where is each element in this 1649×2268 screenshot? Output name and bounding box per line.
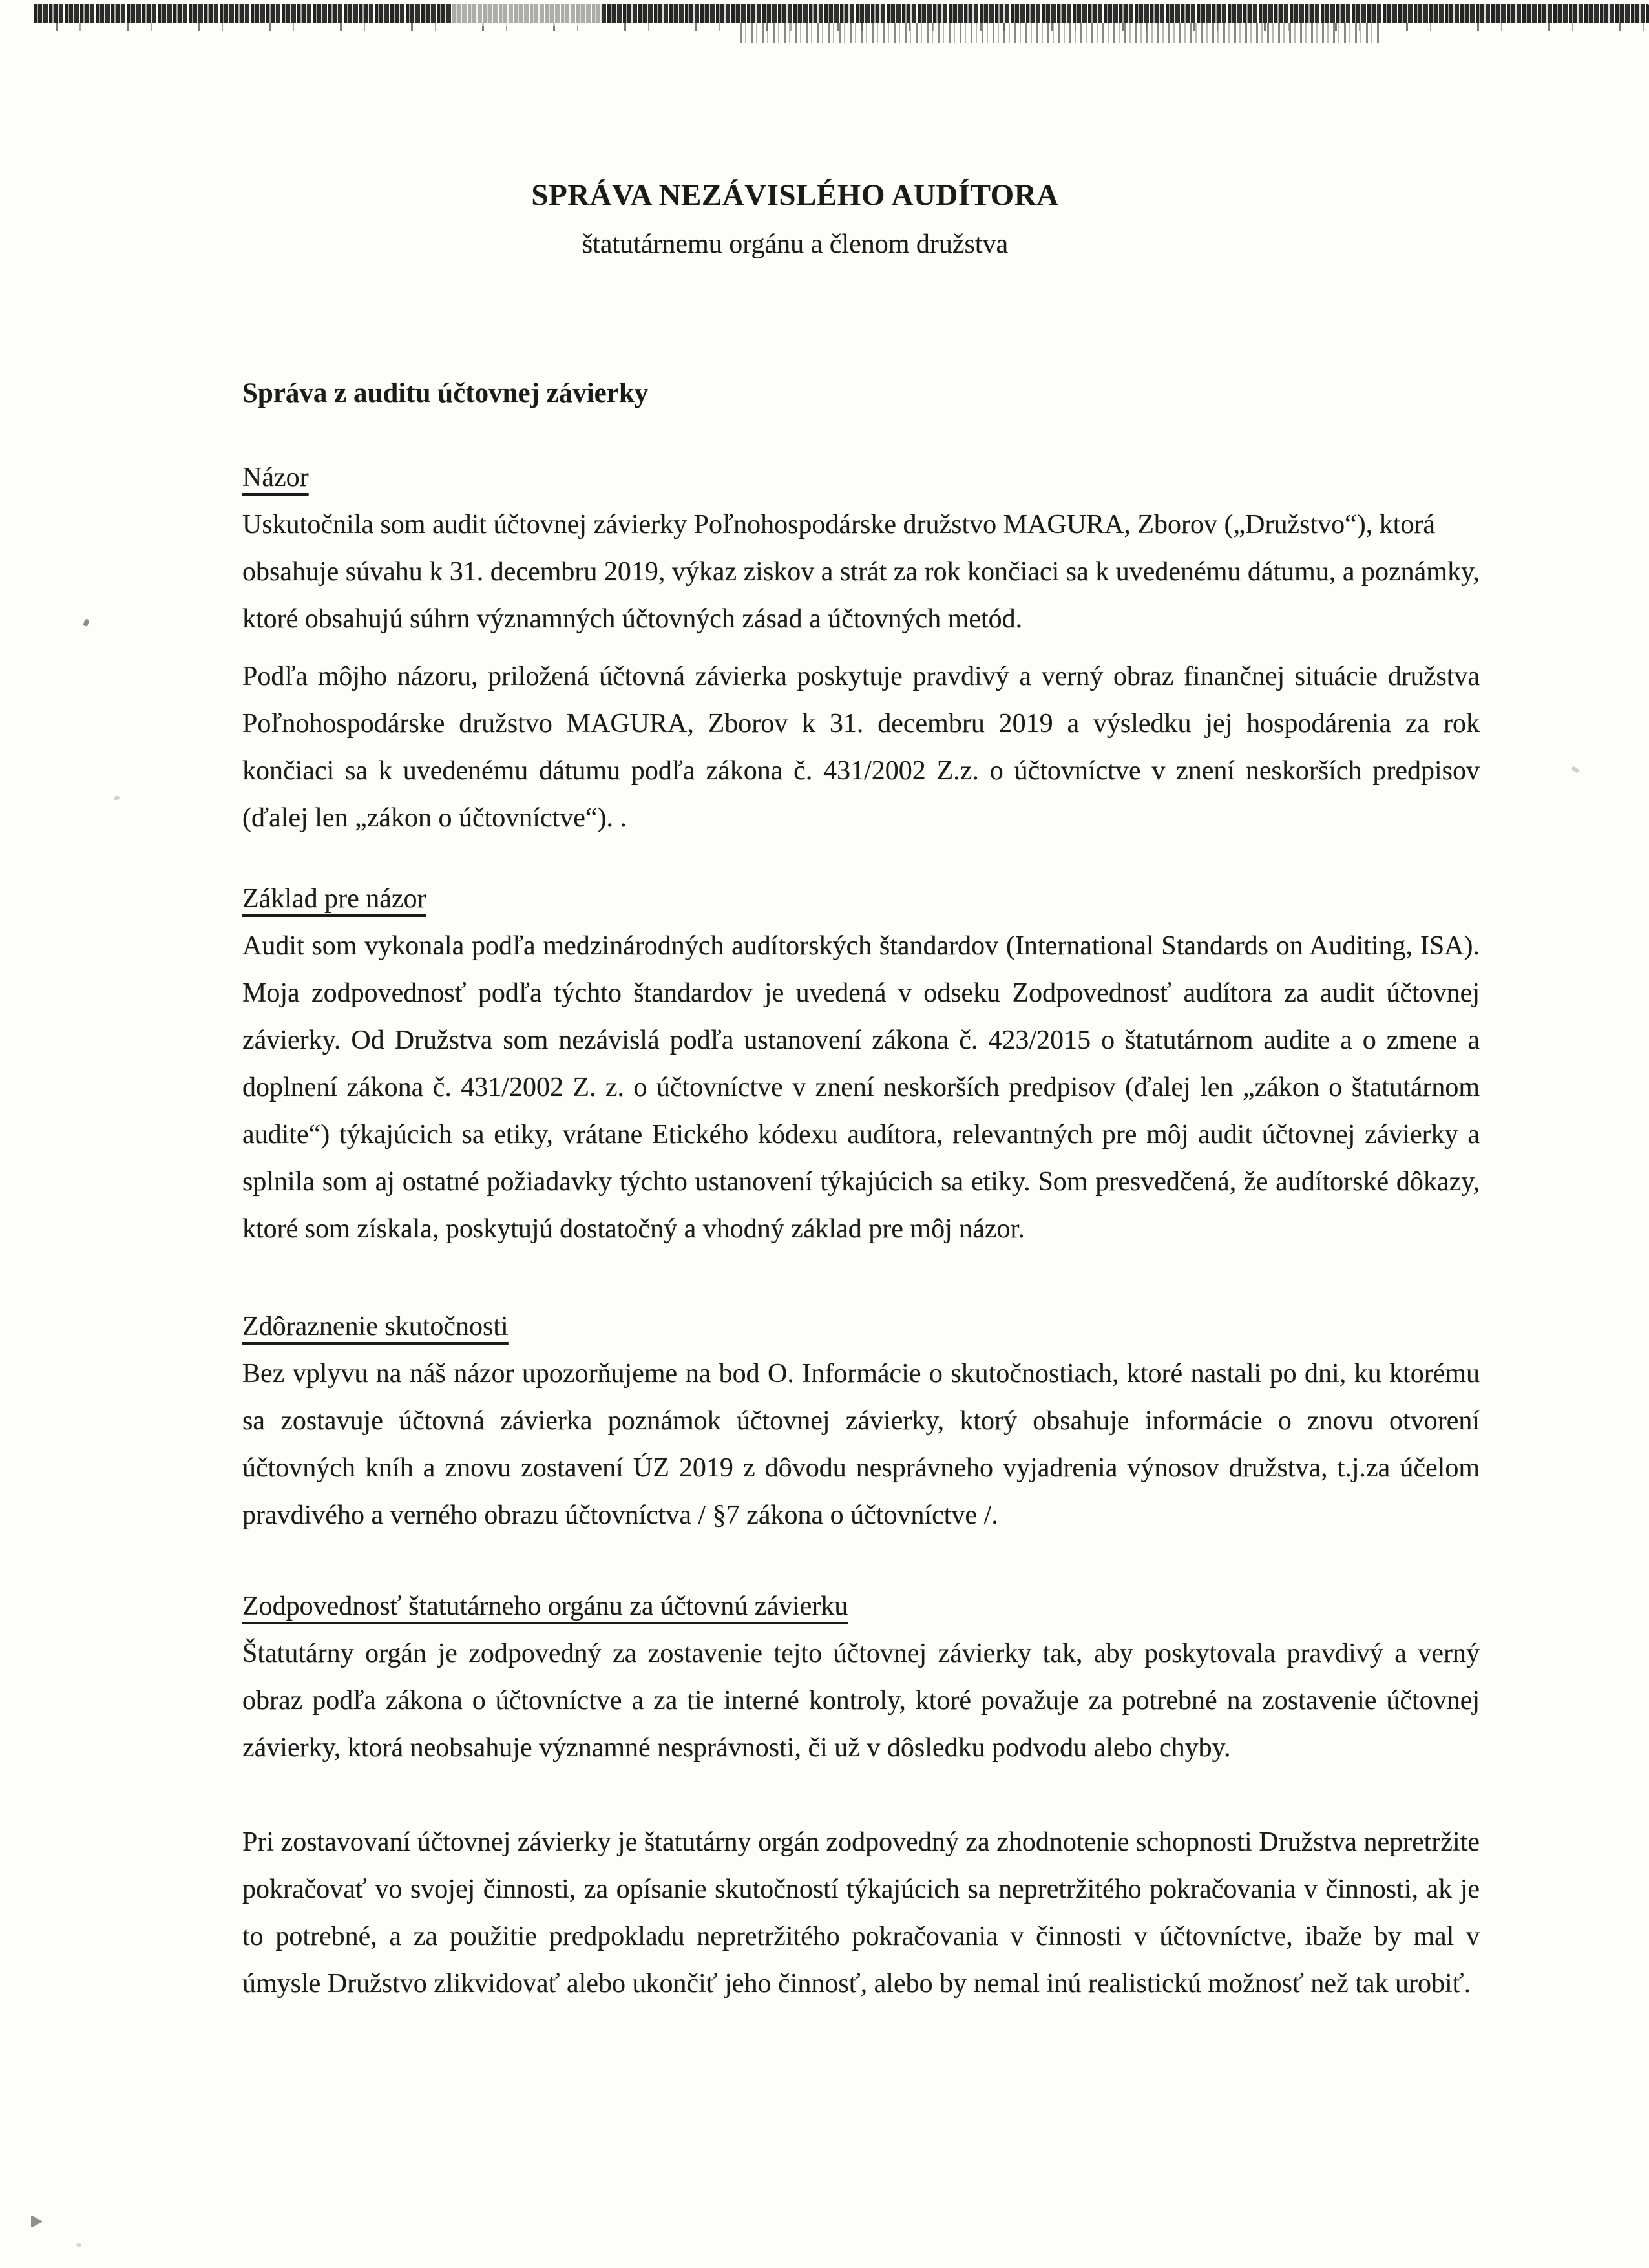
scan-artifact-top-band: [34, 4, 1649, 23]
paragraph-opinion-statement: Podľa môjho názoru, priložená účtovná závierka poskytuje pravdivý a verný obraz finančnej situácie družstva Poľnohospodárske družstvo MAGURA, Zborov k 31. decembru 2019 a výsledku jej hospodárenia za rok končiaci sa k uvedenému dátumu podľa zákona č. 431/2002 Z.z. o účtovníctve v znení neskorších predpisov (ďalej len „zákon o účtovníctve“). .: [242, 662, 1480, 833]
paragraph-opinion-scope: Uskutočnila som audit účtovnej závierky Poľnohospodárske družstvo MAGURA, Zborov („Družstvo“), ktorá obsahuje súvahu k 31. decembru 2019, výkaz ziskov a strát za rok končiaci sa k uvedenému dátumu, a poznámky, ktoré obsahujú súhrn významných účtovných zásad a účtovných metód.: [242, 510, 1480, 634]
scan-artifact-secondary-band: [740, 23, 1380, 43]
paragraph-emphasis-of-matter: Bez vplyvu na náš názor upozorňujeme na bod O. Informácie o skutočnostiach, ktoré nastali po dni, ku ktorému sa zostavuje účtovná závierka poznámok účtovnej závierky, ktorý obsahuje informácie o znovu otvorení účtovných kníh a znovu zostavení ÚZ 2019 z dôvodu nesprávneho vyjadrenia výnosov družstva, t.j.za účelom pravdivého a verného obrazu účtovníctva / §7 zákona o účtovníctve /.: [242, 1359, 1480, 1530]
document-content: [0, 176, 1649, 2008]
scan-artifact-top-band-gap: [452, 3, 601, 26]
scan-speck-bottom-faint: [76, 2243, 81, 2247]
scan-artifact-arrow: [31, 2215, 43, 2228]
paragraph-basis-for-opinion: Audit som vykonala podľa medzinárodných audítorských štandardov (International Standards on Auditing, ISA). Moja zodpovednosť podľa týchto štandardov je uvedená v odseku Zodpovednosť audítora za audit účtovnej závierky. Od Družstva som nezávislá podľa ustanovení zákona č. 423/2015 o štatutárnom audite a o zmene a doplnení zákona č. 431/2002 Z. z. o účtovníctve v znení neskorších predpisov (ďalej len „zákon o štatutárnom audite“) týkajúcich sa etiky, vrátane Etického kódexu audítora, relevantných pre môj audit účtovnej závierky a splnila som aj ostatné požiadavky týchto ustanovení týkajúcich sa etiky. Som presvedčená, že audítorské dôkazy, ktoré som získala, poskytujú dostatočný a vhodný základ pre môj názor.: [242, 931, 1480, 1244]
report-main-heading: Správa z auditu účtovnej závierky: [242, 378, 649, 408]
section-heading-zaklad-pre-nazor: Základ pre názor: [242, 884, 426, 914]
paragraph-management-responsibility-1: Štatutárny orgán je zodpovedný za zostavenie tejto účtovnej závierky tak, aby poskytovala pravdivý a verný obraz podľa zákona o účtovníctve a za tie interné kontroly, ktoré považuje za potrebné na zostavenie účtovnej závierky, ktorá neobsahuje významné nesprávnosti, či už v dôsledku podvodu alebo chyby.: [242, 1639, 1480, 1763]
section-heading-zodpovednost-statutarneho-organu: Zodpovednosť štatutárneho orgánu za účtovnú závierku: [242, 1591, 848, 1621]
title-block: [176, 176, 1414, 264]
document-title: SPRÁVA NEZÁVISLÉHO AUDÍTORA: [531, 178, 1059, 212]
section-heading-nazor: Názor: [242, 463, 309, 492]
document-subtitle: štatutárnemu orgánu a členom družstva: [582, 229, 1009, 259]
paragraph-management-responsibility-2: Pri zostavovaní účtovnej závierky je štatutárny orgán zodpovedný za zhodnotenie schopnosti Družstva nepretržite pokračovať vo svojej činnosti, za opísanie skutočností týkajúcich sa nepretržitého pokračovania v činnosti, ak je to potrebné, a za použitie predpokladu nepretržitého pokračovania v činnosti v účtovníctve, ibaže by mal v úmysle Družstvo zlikvidovať alebo ukončiť jeho činnosť, alebo by nemal inú realistickú možnosť než tak urobiť.: [242, 1827, 1480, 1999]
section-heading-zdoraznenie-skutocnosti: Zdôraznenie skutočnosti: [242, 1312, 509, 1341]
